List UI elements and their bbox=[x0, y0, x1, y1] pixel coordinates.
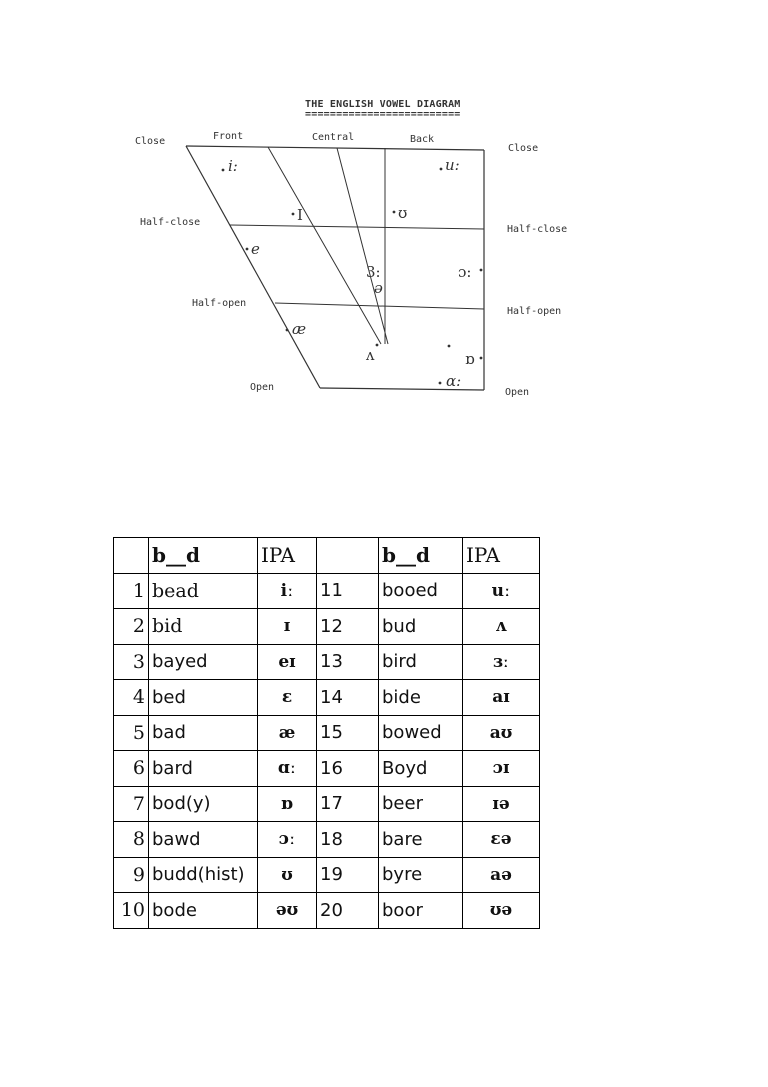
vowel-open-o-short: ɒ bbox=[465, 350, 475, 368]
table-body bbox=[114, 573, 540, 928]
label-front: Front bbox=[213, 131, 244, 142]
header-empty-left bbox=[114, 538, 149, 574]
row-word: bard bbox=[149, 751, 258, 787]
vowel-i-short: I bbox=[297, 206, 303, 224]
row-word: bawd bbox=[149, 822, 258, 858]
row-word-right: bird bbox=[379, 644, 463, 680]
row-number-right: 12 bbox=[317, 609, 379, 645]
row-ipa: ɔː bbox=[258, 822, 317, 858]
row-number: 5 bbox=[114, 715, 149, 751]
row-number: 6 bbox=[114, 751, 149, 787]
row-ipa-right: ɜː bbox=[463, 644, 540, 680]
vowel-open-o-long: ɔ: bbox=[458, 263, 472, 281]
row-ipa-right: ɛə bbox=[463, 822, 540, 858]
row-number-right: 19 bbox=[317, 857, 379, 893]
row-number: 2 bbox=[114, 609, 149, 645]
row-ipa: ɪ bbox=[258, 609, 317, 645]
right-label-half-open: Half-open bbox=[507, 306, 562, 317]
row-word: bid bbox=[149, 609, 258, 645]
row-word-right: bare bbox=[379, 822, 463, 858]
row-ipa-right: ɪə bbox=[463, 786, 540, 822]
row-ipa-right: ɔɪ bbox=[463, 751, 540, 787]
row-word-right: bide bbox=[379, 680, 463, 716]
left-label-open: Open bbox=[250, 382, 275, 393]
row-number-right: 20 bbox=[317, 893, 379, 929]
row-word-right: beer bbox=[379, 786, 463, 822]
row-number: 1 bbox=[114, 573, 149, 609]
vowel-caret: ʌ bbox=[366, 346, 375, 364]
diagram-title-underline: ========================= bbox=[305, 109, 461, 120]
vowel-er: 3: bbox=[366, 263, 381, 281]
row-ipa: eɪ bbox=[258, 644, 317, 680]
row-ipa: æ bbox=[258, 715, 317, 751]
label-central: Central bbox=[312, 132, 355, 143]
row-ipa-right: aʊ bbox=[463, 715, 540, 751]
row-ipa: ɒ bbox=[258, 786, 317, 822]
row-number: 4 bbox=[114, 680, 149, 716]
trapezoid-outline bbox=[186, 146, 484, 390]
row-number-right: 13 bbox=[317, 644, 379, 680]
vowel-dots bbox=[222, 168, 483, 385]
header-word-left: b__d bbox=[149, 538, 258, 574]
row-ipa-right: ʊə bbox=[463, 893, 540, 929]
table-row bbox=[114, 822, 540, 858]
vowel-a-long: ɑ: bbox=[446, 372, 462, 390]
label-back: Back bbox=[410, 134, 435, 145]
row-word: bode bbox=[149, 893, 258, 929]
table-row bbox=[114, 680, 540, 716]
vowel-diagram bbox=[0, 0, 768, 440]
vowel-u-short: ʊ bbox=[398, 204, 408, 222]
table-row bbox=[114, 751, 540, 787]
table-row bbox=[114, 715, 540, 751]
diagram-title: THE ENGLISH VOWEL DIAGRAM bbox=[305, 99, 461, 110]
header-ipa-left: IPA bbox=[258, 538, 317, 574]
row-word: bod(y) bbox=[149, 786, 258, 822]
row-word-right: bowed bbox=[379, 715, 463, 751]
row-ipa: ɛ bbox=[258, 680, 317, 716]
vowel-i-long: i: bbox=[228, 157, 238, 175]
row-ipa: iː bbox=[258, 573, 317, 609]
row-ipa: əʊ bbox=[258, 893, 317, 929]
row-word: bayed bbox=[149, 644, 258, 680]
table-row bbox=[114, 644, 540, 680]
row-number: 3 bbox=[114, 644, 149, 680]
row-word-right: booed bbox=[379, 573, 463, 609]
row-word-right: boor bbox=[379, 893, 463, 929]
row-number-right: 14 bbox=[317, 680, 379, 716]
row-word-right: bud bbox=[379, 609, 463, 645]
row-word-right: byre bbox=[379, 857, 463, 893]
row-number-right: 18 bbox=[317, 822, 379, 858]
left-label-half-close: Half-close bbox=[140, 217, 201, 228]
row-number: 9 bbox=[114, 857, 149, 893]
row-ipa-right: uː bbox=[463, 573, 540, 609]
table-header-row bbox=[114, 538, 540, 574]
vowel-table bbox=[113, 537, 540, 929]
vowel-ae: æ bbox=[292, 320, 307, 338]
central-lines bbox=[268, 147, 388, 344]
row-word: budd(hist) bbox=[149, 857, 258, 893]
row-word: bead bbox=[149, 573, 258, 609]
vowel-schwa: ə bbox=[374, 279, 383, 297]
row-word: bed bbox=[149, 680, 258, 716]
table-row bbox=[114, 857, 540, 893]
row-ipa-right: ʌ bbox=[463, 609, 540, 645]
table-row bbox=[114, 609, 540, 645]
row-number-right: 15 bbox=[317, 715, 379, 751]
row-word: bad bbox=[149, 715, 258, 751]
right-label-close: Close bbox=[508, 143, 539, 154]
row-number: 8 bbox=[114, 822, 149, 858]
row-number-right: 11 bbox=[317, 573, 379, 609]
row-word-right: Boyd bbox=[379, 751, 463, 787]
header-word-right: b__d bbox=[379, 538, 463, 574]
left-label-half-open: Half-open bbox=[192, 298, 247, 309]
vowel-u-long: u: bbox=[445, 156, 460, 174]
right-label-open: Open bbox=[505, 387, 530, 398]
row-ipa: ɑː bbox=[258, 751, 317, 787]
row-number: 7 bbox=[114, 786, 149, 822]
horizontal-lines bbox=[230, 225, 484, 309]
right-label-half-close: Half-close bbox=[507, 224, 568, 235]
table-row bbox=[114, 893, 540, 929]
table-row bbox=[114, 573, 540, 609]
row-ipa: ʊ bbox=[258, 857, 317, 893]
row-number: 10 bbox=[114, 893, 149, 929]
vowel-e: e bbox=[251, 240, 260, 258]
row-number-right: 17 bbox=[317, 786, 379, 822]
row-ipa-right: aɪ bbox=[463, 680, 540, 716]
header-ipa-right: IPA bbox=[463, 538, 540, 574]
table-row bbox=[114, 786, 540, 822]
row-number-right: 16 bbox=[317, 751, 379, 787]
header-empty-right bbox=[317, 538, 379, 574]
left-label-close: Close bbox=[135, 136, 166, 147]
row-ipa-right: aə bbox=[463, 857, 540, 893]
